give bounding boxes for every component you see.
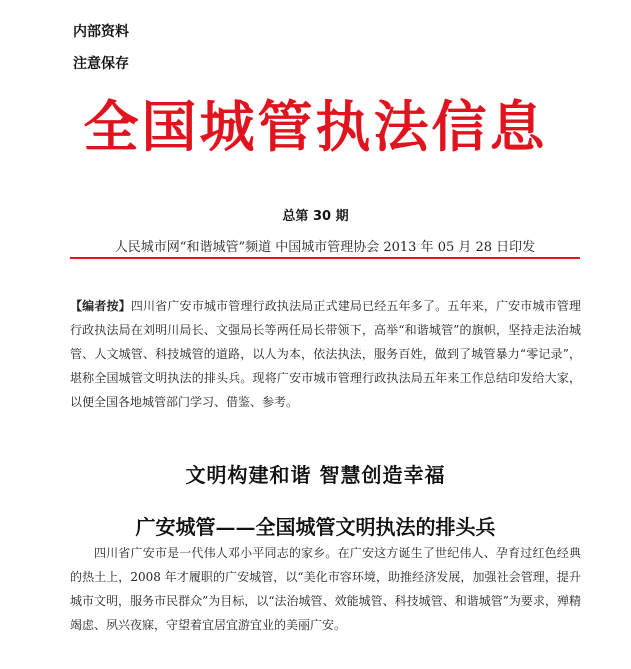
- masthead-title: 全国城管执法信息: [83, 94, 548, 159]
- editor-note-text: 四川省广安市城市管理行政执法局正式建局已经五年多了。五年来，广安市城市管理行政执法局在刘明川局长、文强局长等两任局长带领下，高举“和谐城管”的旗帜，坚持走法治城管、人文城管、科技城管的道路，以人为本，依法执法，服务百姓，做到了城管暴力“零记录”，堪称全国城管文明执法的排头兵。现将广安市城市管理行政执法局五年来工作总结印发给大家，以便全国各地城管部门学习、借鉴、参考。: [70, 299, 581, 409]
- article-headline: 文明构建和谐 智慧创造幸福: [185, 463, 446, 487]
- issue-number: 总第 30 期: [282, 209, 349, 224]
- editor-note-label: 【编者按】: [70, 299, 131, 313]
- article-paragraph: 四川省广安市是一代伟人邓小平同志的家乡。在广安这方诞生了世纪伟人、孕育过红色经典的热土上，2008 年才履职的广安城管，以“美化市容环境，助推经济发展，加强社会管理，提升城市文明，服务市民群众”为目标，以“法治城管、效能城管、科技城管、和谐城管”为要求，殚精竭虑、夙兴夜寐，守望着宜居宜游宜业的美丽广安。: [70, 546, 581, 632]
- keep-safe-tag: 注意保存: [73, 56, 129, 72]
- red-divider: [70, 257, 580, 259]
- article-subheadline: 广安城管——全国城管文明执法的排头兵: [135, 515, 496, 539]
- internal-material-tag: 内部资料: [73, 24, 129, 40]
- publisher-line: 人民城市网“和谐城管”频道 中国城市管理协会 2013 年 05 月 28 日印发: [114, 240, 536, 255]
- editor-note: [70, 294, 581, 414]
